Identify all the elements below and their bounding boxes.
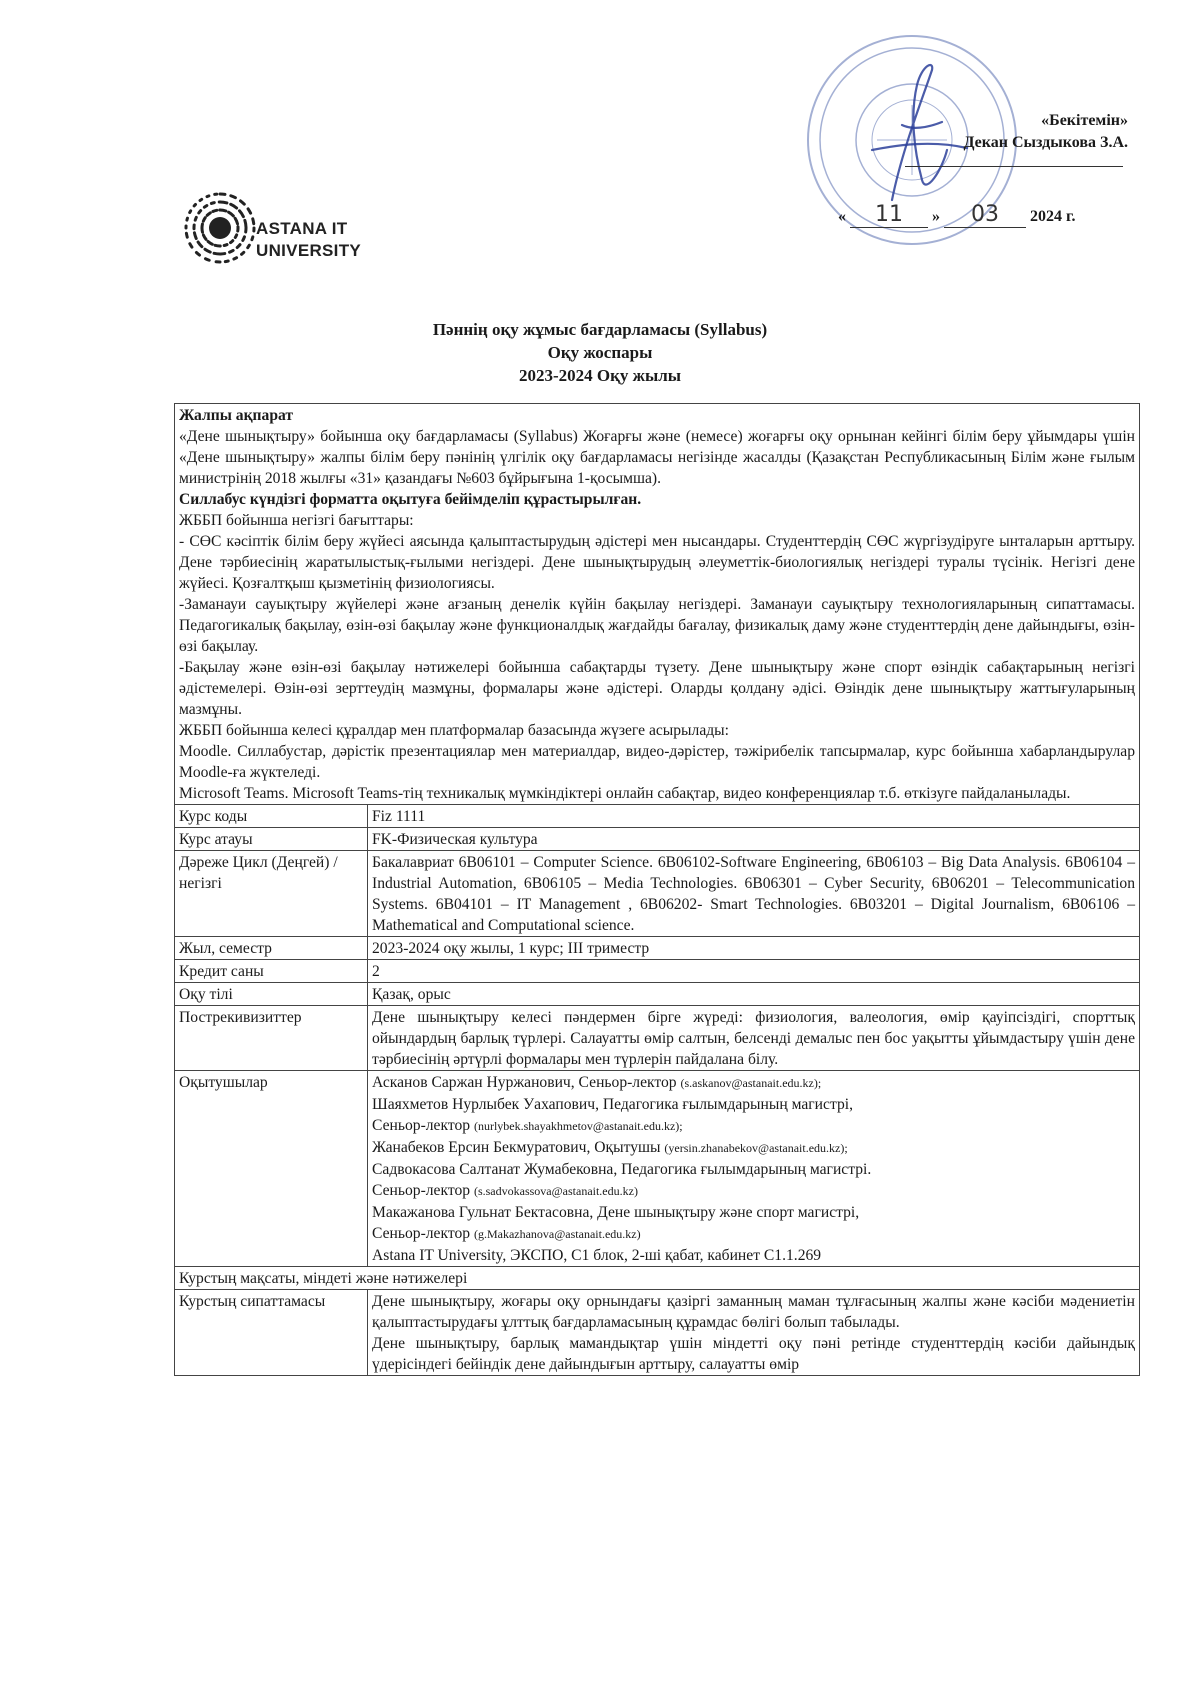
teacher-5 <box>372 1223 1135 1245</box>
level-label: Дәреже Цикл (Деңгей) / негізгі <box>175 851 368 937</box>
table-row <box>175 828 1140 851</box>
course-name-label: Курс атауы <box>175 828 368 851</box>
moodle-text: Moodle. Силлабустар, дәрістік презентациялар мен материалдар, видео-дәрістер, тәжірибелік тапсырмалар, курс бойынша хабарландырулар Moodle-ға жүктеледі. <box>179 743 1135 781</box>
teacher-3-email: (yersin.zhanabekov@astanait.edu.kz); <box>664 1141 848 1155</box>
teacher-5-name: Макажанова Гульнат Бектасовна, Дене шынықтыру және спорт магистрі, <box>372 1204 860 1221</box>
approve-label: «Бекітемін» <box>1041 112 1128 129</box>
logo-line-2: UNIVERSITY <box>256 241 362 260</box>
teachers-value <box>368 1071 1140 1267</box>
teacher-4-name: Садвокасова Салтанат Жумабековна, Педагогика ғылымдарының магистрі. <box>372 1161 872 1178</box>
logo-line-1: ASTANA IT <box>256 219 348 238</box>
teacher-4 <box>372 1180 1135 1202</box>
year-semester-value: 2023-2024 оқу жылы, 1 курс; III триместр <box>368 937 1140 960</box>
general-intro: «Дене шынықтыру» бойынша оқу бағдарламасы (Syllabus) Жоғарғы және (немесе) жоғарғы оқу орнынан кейінгі білім беру ұйымдары үшін «Дене шынықтыру» жалпы білім беру пәнінің үлгілік оқу бағдарламасы негізінде жасалды (Қазақстан Республикасының Білім және ғылым министрінің 2018 жылғы «31» қазандағы №603 бұйрығына 1-қосымша). <box>179 428 1135 487</box>
language-label: Оқу тілі <box>175 983 368 1006</box>
approval-block <box>760 110 1128 154</box>
course-code-label: Курс коды <box>175 805 368 828</box>
teacher-5-email: (g.Makazhanova@astanait.edu.kz) <box>473 1227 641 1241</box>
credits-value: 2 <box>368 960 1140 983</box>
table-row <box>175 805 1140 828</box>
teams-text: Microsoft Teams. Microsoft Teams-тің техникалық мүмкіндіктері онлайн сабақтар, видео конференциялар т.б. өткізуге пайдаланылады. <box>179 785 1071 802</box>
table-row <box>175 1071 1140 1267</box>
table-row <box>175 1006 1140 1071</box>
teacher-1 <box>372 1072 1135 1094</box>
date-open-quote: « <box>838 208 846 225</box>
course-code-value: Fiz 1111 <box>368 805 1140 828</box>
general-info-cell <box>175 404 1140 805</box>
postrequisites-label: Пострекивизиттер <box>175 1006 368 1071</box>
general-heading: Жалпы ақпарат <box>179 407 294 424</box>
direction-2: -Заманауи сауықтыру жүйелері және ағзаның денелік күйін бақылау негіздері. Заманауи сауықтыру технологияларының сипаттамасы. Педагогикалық бақылау, өзін-өзі бақылау және функционалдық жағдайды бағалау, физикалық даму және студенттердің дене дайындығы, өзін-өзі бақылау. <box>179 596 1135 655</box>
date-month: 03 <box>944 202 1026 228</box>
doc-subtitle: Оқу жоспары <box>547 343 653 362</box>
general-info-row <box>175 404 1140 805</box>
logo-text <box>256 218 361 262</box>
language-value: Қазақ, орыс <box>368 983 1140 1006</box>
credits-label: Кредит саны <box>175 960 368 983</box>
teacher-2-email: (nurlybek.shayakhmetov@astanait.edu.kz); <box>473 1119 683 1133</box>
goals-heading: Курстың мақсаты, міндеті және нәтижелері <box>175 1267 1140 1290</box>
description-value <box>368 1290 1140 1376</box>
teacher-3 <box>372 1137 1135 1159</box>
table-row <box>175 1290 1140 1376</box>
level-value: Бакалавриат 6В06101 – Computer Science. 6В06102-Software Engineering, 6В06103 – Big Data Analysis. 6В06104 – Industrial Automation, 6В06105 – Media Technologies. 6В06301 – Cyber Security, 6В06201 – Telecommunication Systems. 6В04101 – IT Management , 6В06202- Smart Technologies. 6В03201 – Digital Journalism, 6В06106 – Mathematical and Computational science. <box>368 851 1140 937</box>
approval-date <box>838 202 1128 228</box>
dean-name: Декан Сыздыкова З.А. <box>963 134 1128 151</box>
teacher-2-name: Шаяхметов Нурлыбек Уахапович, Педагогика ғылымдарының магистрі, <box>372 1096 853 1113</box>
academic-year: 2023-2024 Оқу жылы <box>518 366 682 385</box>
teacher-4-email: (s.sadvokassova@astanait.edu.kz) <box>473 1184 638 1198</box>
teacher-4-title: Сеньор-лектор <box>372 1182 471 1199</box>
directions-heading: ЖББП бойынша негізгі бағыттары: <box>179 512 414 529</box>
direction-3: -Бақылау және өзін-өзі бақылау нәтижелері бойынша сабақтарды түзету. Дене шынықтыру және спорт өзіндік сабақтарының негізгі әдістемелері. Өзін-өзі зерттеудің мазмұны, формалары және әдістері. Оларды қолдану әдісі. Өзіндік дене шынықтыру жаттығуларының мазмұны. <box>179 659 1135 718</box>
date-close-quote: » <box>932 208 940 225</box>
tools-heading: ЖББП бойынша келесі құралдар мен платформалар базасында жүзеге асырылады: <box>179 722 729 739</box>
direction-1: - СӨС кәсіптік білім беру жүйесі аясында қалыптастырудың әдістері мен нысандары. Студенттердің СӨС жүргізудіруге ынталарын арттыру. Дене тәрбиесінің жаратылыстық-ғылыми негіздері. Дене шынықтырудың әлеуметтік-биологиялық негіздері туралы түсінік. Негізгі дене жүйесі. Қозғалтқыш қызметінің физиологиясы. <box>179 533 1135 592</box>
teacher-1-email: (s.askanov@astanait.edu.kz); <box>680 1076 822 1090</box>
teacher-2 <box>372 1115 1135 1137</box>
teacher-3-name: Жанабеков Ерсин Бекмуратович, Оқытушы <box>372 1139 661 1156</box>
teachers-label: Оқытушылар <box>175 1071 368 1267</box>
description-para-1: Дене шынықтыру, жоғары оқу орнындағы қазіргі заманның маман тұлғасының жалпы және кәсіби мәдениетін қалыптастырудағы ұлттық бағдарламасының құрамдас бөлігі болып табылады. <box>372 1293 1135 1331</box>
date-day: 11 <box>850 202 928 228</box>
table-row <box>175 1267 1140 1290</box>
description-label: Курстың сипаттамасы <box>175 1290 368 1376</box>
year-semester-label: Жыл, семестр <box>175 937 368 960</box>
table-row <box>175 960 1140 983</box>
date-year: 2024 г. <box>1030 208 1076 225</box>
adapted-note: Силлабус күндізгі форматта оқытуға бейімделіп құрастырылған. <box>179 491 642 508</box>
description-para-2: Дене шынықтыру, барлық мамандықтар үшін міндетті оқу пәні ретінде студенттердің кәсіби дайындық үдерісіндегі бейіндік дене дайындығын арттыру, салауатты өмір <box>372 1335 1135 1373</box>
teacher-1-name: Асканов Саржан Нуржанович, Сеньор-лектор <box>372 1074 677 1091</box>
doc-title: Пәннің оқу жұмыс бағдарламасы (Syllabus) <box>432 320 768 339</box>
table-row <box>175 851 1140 937</box>
table-row <box>175 937 1140 960</box>
table-row <box>175 983 1140 1006</box>
teacher-5-title: Сеньор-лектор <box>372 1225 471 1242</box>
teacher-2-title: Сеньор-лектор <box>372 1117 471 1134</box>
teachers-address: Astana IT University, ЭКСПО, С1 блок, 2-ші қабат, кабинет С1.1.269 <box>372 1247 822 1264</box>
syllabus-table <box>174 403 1140 1376</box>
course-name-value: FK-Физическая культура <box>368 828 1140 851</box>
postrequisites-value: Дене шынықтыру келесі пәндермен бірге жүреді: физиология, валеология, өмір қауіпсіздігі, спорттық ойындардың барлық түрлері. Салауатты өмір салтын, белсенді демалыс пен бос уақытты ұйымдастыру үшін дене тәрбиесінің әртүрлі формалары мен түрлерін пайдалана білу. <box>368 1006 1140 1071</box>
signature-line <box>905 166 1123 167</box>
